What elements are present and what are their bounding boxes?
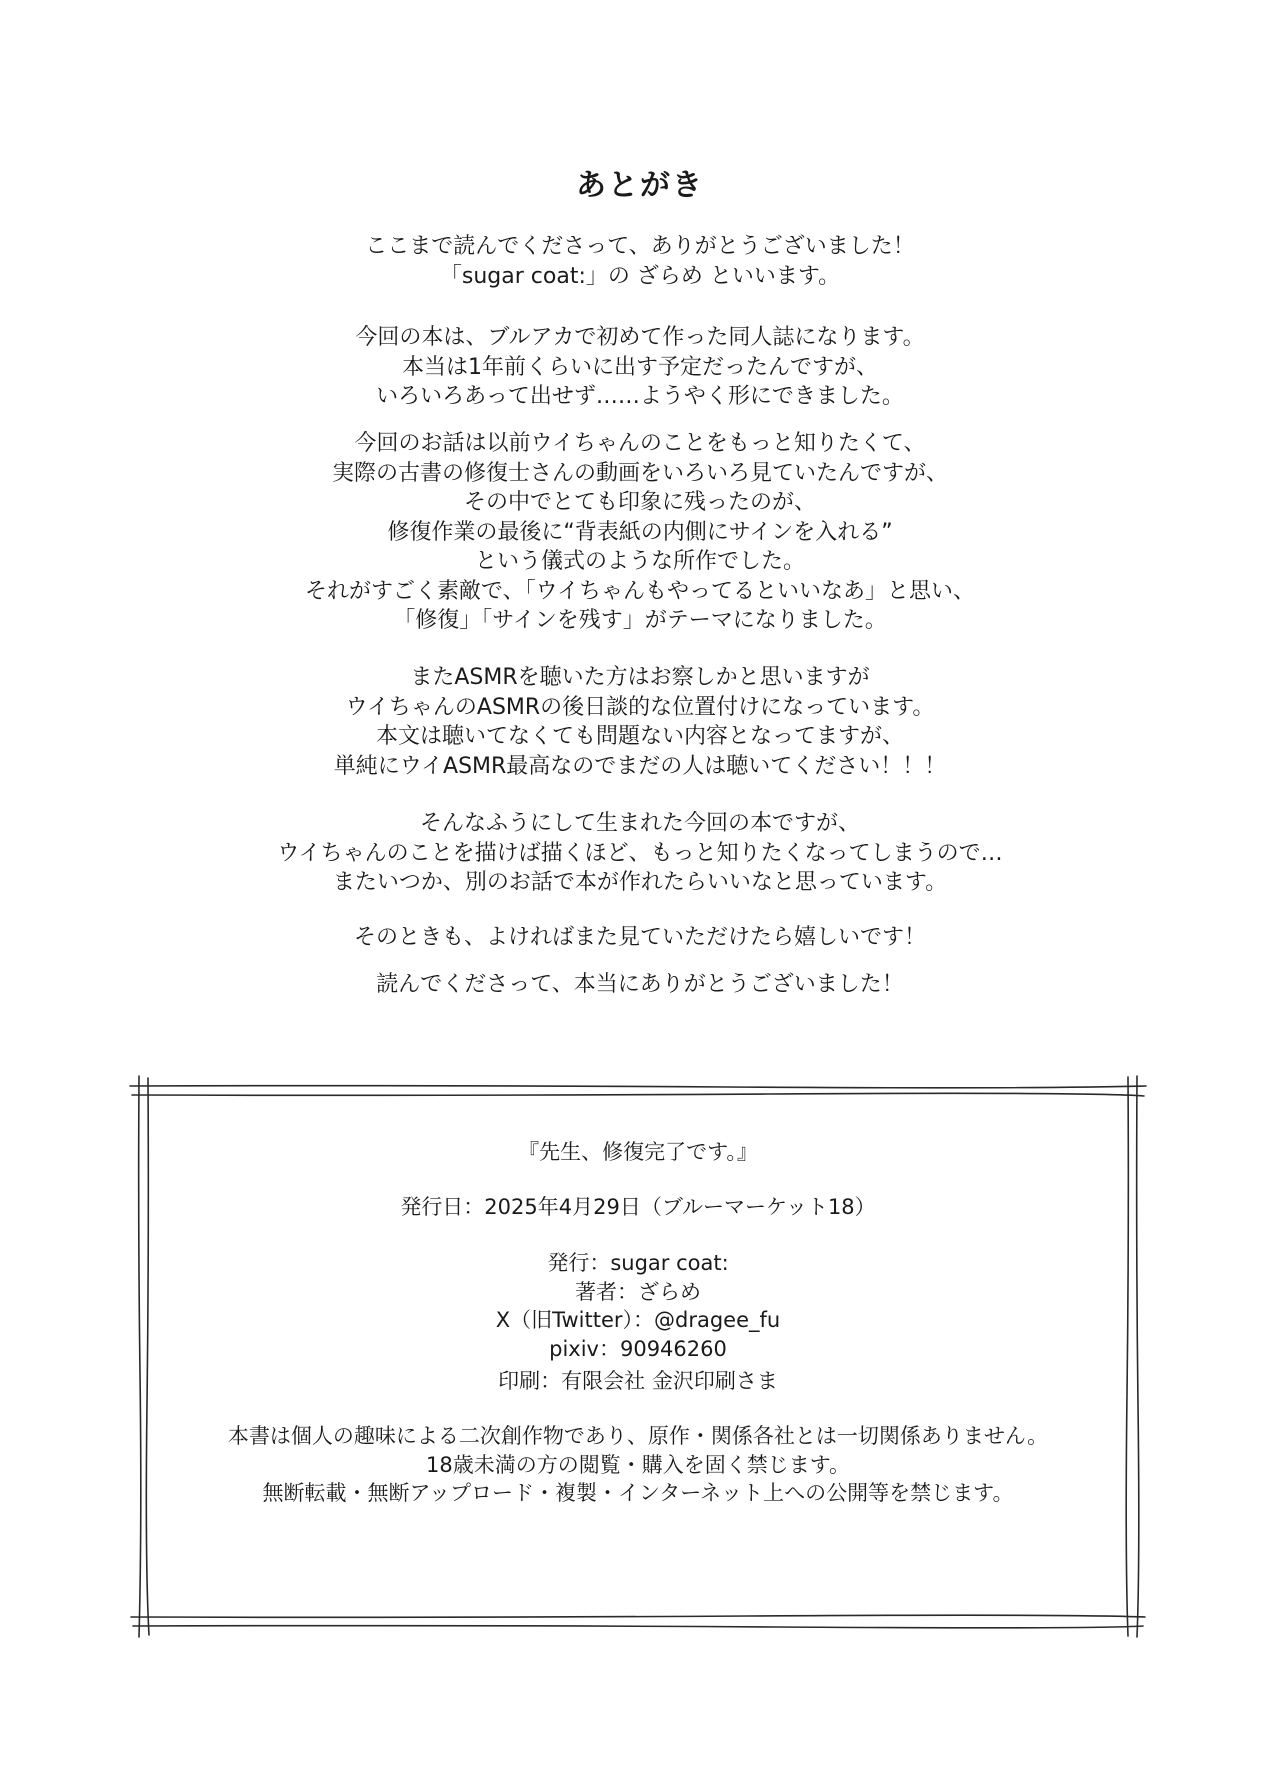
text-line: そのときも、よければまた見ていただけたら嬉しいです！ xyxy=(353,925,926,950)
text-line: ここまで読んでくださって、ありがとうございました！ xyxy=(365,234,915,259)
publisher-info xyxy=(128,1249,1148,1363)
text-line: 発行日：2025年4月29日（ブルーマーケット18） xyxy=(400,1195,876,1219)
afterword-title: あとがき xyxy=(576,168,704,203)
text-line: 単純にウイASMR最高なのでまだの人は聴いてください！！！ xyxy=(333,753,947,779)
text-line: 今回の本は、ブルアカで初めて作った同人誌になります。 xyxy=(355,325,925,350)
text-line: またASMRを聴いた方はお察しかと思いますが xyxy=(410,665,870,690)
text-line: 無断転載・無断アップロード・複製・インターネット上への公開等を禁じます。 xyxy=(262,1481,1014,1505)
text-line: 『先生、修復完了です。』 xyxy=(518,1140,758,1164)
text-line: 本当は1年前くらいに出す予定だったんですが、 xyxy=(402,354,878,380)
afterword-paragraph xyxy=(0,323,1280,412)
text-line: ウイちゃんのことを描けば描くほど、もっと知りたくなってしまうので… xyxy=(277,840,1003,866)
twitter-handle: X（旧Twitter）：@dragee_fu xyxy=(495,1308,781,1332)
text-line: 今回のお話は以前ウイちゃんのことをもっと知りたくて、 xyxy=(354,431,926,456)
text-line: 18歳未満の方の閲覧・購入を固く禁じます。 xyxy=(425,1452,851,1477)
text-line: という儀式のような所作でした。 xyxy=(474,549,805,574)
afterword-paragraph xyxy=(0,970,1280,1000)
text-line: 印刷：有限会社 金沢印刷さま xyxy=(498,1369,778,1393)
legal-notes xyxy=(128,1422,1148,1508)
text-line: 本文は聴いてなくても問題ない内容となってますが、 xyxy=(375,724,904,749)
text-line: いろいろあって出せず……ようやく形にできました。 xyxy=(376,384,904,409)
afterword-paragraph xyxy=(0,429,1280,636)
text-line: 実際の古書の修復士さんの動画をいろいろ見ていたんですが、 xyxy=(331,460,948,486)
text-line: ウイちゃんのASMRの後日談的な位置付けになっています。 xyxy=(345,694,935,720)
printer-info xyxy=(128,1367,1148,1396)
text-line: その中でとても印象に残ったのが、 xyxy=(463,490,816,515)
text-line: 修復作業の最後に“背表紙の内側にサインを入れる” xyxy=(387,519,893,545)
text-line: それがすごく素敵で、「ウイちゃんもやってるといいなあ」と思い、 xyxy=(305,578,975,604)
afterword-paragraph xyxy=(0,232,1280,291)
publisher: 発行：sugar coat: xyxy=(547,1251,729,1275)
colophon-box xyxy=(128,1074,1148,1639)
text-line: 本書は個人の趣味による二次創作物であり、原作・関係各社とは一切関係ありません。 xyxy=(227,1424,1049,1448)
text-line: 「修復」「サインを残す」がテーマになりました。 xyxy=(393,608,887,633)
pixiv-id: pixiv：90946260 xyxy=(549,1336,727,1361)
text-line: 「sugar coat:」の ざらめ といいます。 xyxy=(439,263,841,289)
afterword-paragraph xyxy=(0,663,1280,781)
book-title xyxy=(128,1138,1148,1167)
afterword-paragraph xyxy=(0,809,1280,898)
author: 著者：ざらめ xyxy=(575,1279,701,1304)
text-line: またいつか、別のお話で本が作れたらいいなと思っています。 xyxy=(332,870,948,895)
afterword-paragraph xyxy=(0,923,1280,953)
text-line: そんなふうにして生まれた今回の本ですが、 xyxy=(419,811,860,836)
publication-date xyxy=(128,1193,1148,1222)
text-line: 読んでくださって、本当にありがとうございました！ xyxy=(376,972,904,997)
